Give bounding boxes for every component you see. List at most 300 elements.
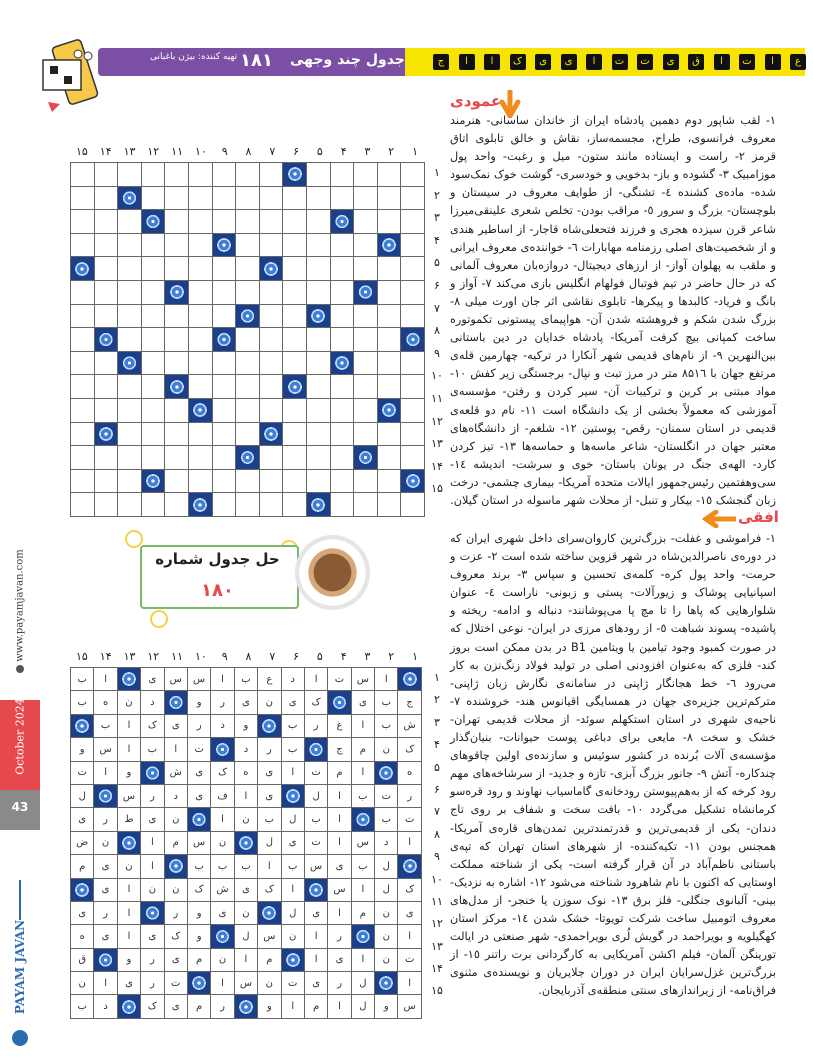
flower-icon — [240, 450, 256, 466]
block-cell — [281, 948, 304, 971]
solution-column-numbers — [70, 650, 427, 663]
grid-cell — [306, 163, 330, 187]
grid-cell — [94, 210, 118, 234]
block-cell — [234, 995, 257, 1018]
grid-cell — [283, 304, 307, 328]
solution-number: ۱۸۰ — [201, 580, 234, 601]
grid-cell: ی — [304, 901, 327, 924]
grid-cell: م — [258, 948, 281, 971]
block-cell — [211, 925, 234, 948]
grid-cell — [188, 375, 212, 399]
flower-icon — [405, 332, 421, 348]
block-cell — [187, 972, 210, 995]
grid-cell — [188, 210, 212, 234]
pencil-mascot-icon — [38, 32, 108, 117]
grid-cell: ن — [281, 925, 304, 948]
grid-cell — [165, 493, 189, 517]
grid-cell — [118, 422, 142, 446]
grid-row — [71, 493, 425, 517]
grid-cell — [141, 493, 165, 517]
flower-icon — [74, 718, 90, 734]
flower-icon — [287, 379, 303, 395]
block-cell — [94, 784, 117, 807]
grid-cell: ی — [164, 948, 187, 971]
grid-cell — [236, 493, 260, 517]
flower-icon — [122, 190, 138, 206]
letter-box: ع — [790, 54, 806, 70]
grid-cell — [354, 351, 378, 375]
block-cell — [283, 163, 307, 187]
grid-cell: م — [351, 738, 374, 761]
grid-cell: ی — [94, 878, 117, 901]
column-number: ۱۴ — [99, 145, 112, 158]
grid-cell — [330, 375, 354, 399]
brand-logo-icon — [12, 1030, 28, 1046]
grid-cell: ی — [328, 948, 351, 971]
grid-cell: ش — [211, 878, 234, 901]
grid-cell: ی — [141, 668, 164, 691]
grid-cell: ر — [164, 901, 187, 924]
grid-cell — [306, 398, 330, 422]
grid-row — [71, 446, 425, 470]
grid-cell: ب — [375, 714, 398, 737]
grid-cell: ض — [71, 831, 94, 854]
grid-cell — [212, 257, 236, 281]
grid-cell — [283, 233, 307, 257]
block-cell — [212, 233, 236, 257]
grid-cell: ن — [211, 948, 234, 971]
grid-cell — [141, 375, 165, 399]
grid-cell — [141, 328, 165, 352]
block-cell — [401, 469, 425, 493]
issue-number: ۱۸۱ — [240, 50, 273, 71]
grid-cell — [212, 398, 236, 422]
grid-cell: ل — [351, 972, 374, 995]
horizontal-clues-title: افقی — [738, 508, 779, 526]
flower-icon — [191, 812, 207, 828]
grid-cell: ت — [71, 761, 94, 784]
grid-cell — [94, 257, 118, 281]
grid-cell — [354, 304, 378, 328]
divider-line — [19, 880, 21, 920]
grid-cell: س — [187, 668, 210, 691]
grid-cell: ر — [141, 784, 164, 807]
grid-cell — [141, 304, 165, 328]
grid-cell — [94, 375, 118, 399]
page-title: جدول چند وجهی — [290, 52, 405, 68]
grid-cell: د — [281, 668, 304, 691]
grid-cell — [306, 210, 330, 234]
grid-cell — [118, 304, 142, 328]
grid-cell: د — [375, 831, 398, 854]
flower-icon — [405, 473, 421, 489]
header-credit: تهیه کننده: بیژن باغبانی — [150, 52, 238, 62]
grid-cell: ب — [375, 808, 398, 831]
grid-cell: ی — [328, 855, 351, 878]
grid-cell — [236, 328, 260, 352]
block-cell — [304, 878, 327, 901]
grid-cell: د — [234, 738, 257, 761]
column-number: ۶ — [293, 650, 300, 663]
flower-icon — [334, 355, 350, 371]
grid-cell: ا — [211, 808, 234, 831]
grid-cell — [377, 469, 401, 493]
grid-cell — [94, 233, 118, 257]
block-cell — [259, 257, 283, 281]
block-cell — [71, 257, 95, 281]
grid-cell: ر — [211, 995, 234, 1018]
grid-cell — [236, 163, 260, 187]
grid-cell: ا — [117, 738, 140, 761]
grid-row — [71, 163, 425, 187]
flower-icon — [358, 450, 374, 466]
grid-cell — [377, 186, 401, 210]
grid-row — [71, 784, 422, 807]
letter-box: ی — [561, 54, 577, 70]
grid-cell: ن — [234, 901, 257, 924]
grid-cell — [212, 446, 236, 470]
grid-cell: و — [258, 995, 281, 1018]
grid-cell: ن — [164, 808, 187, 831]
grid-cell: ی — [187, 784, 210, 807]
flower-icon — [98, 332, 114, 348]
flower-icon — [381, 402, 397, 418]
grid-cell — [306, 422, 330, 446]
column-number: ۵ — [316, 145, 323, 158]
grid-cell: ب — [187, 855, 210, 878]
website-url: www.payamjavan.com — [14, 549, 26, 662]
grid-cell: ت — [398, 808, 421, 831]
sidebar-background — [0, 0, 40, 470]
grid-cell: ت — [398, 948, 421, 971]
grid-cell — [259, 210, 283, 234]
grid-cell — [306, 469, 330, 493]
grid-cell: ن — [375, 948, 398, 971]
grid-cell: ب — [71, 691, 94, 714]
flower-icon — [145, 765, 161, 781]
grid-cell: ب — [351, 784, 374, 807]
flower-icon — [121, 835, 137, 851]
grid-cell — [377, 304, 401, 328]
grid-cell: ا — [281, 995, 304, 1018]
grid-cell: ی — [351, 691, 374, 714]
grid-cell — [259, 398, 283, 422]
block-cell — [188, 398, 212, 422]
grid-row — [71, 280, 425, 304]
block-cell — [401, 328, 425, 352]
grid-cell — [330, 233, 354, 257]
grid-row — [71, 948, 422, 971]
column-number: ۹ — [221, 145, 228, 158]
block-cell — [94, 328, 118, 352]
grid-cell — [141, 446, 165, 470]
grid-cell — [354, 210, 378, 234]
grid-cell: س — [234, 972, 257, 995]
grid-cell: غ — [328, 714, 351, 737]
solution-row-numbers — [427, 667, 447, 1003]
grid-cell: م — [304, 995, 327, 1018]
block-cell — [165, 375, 189, 399]
grid-cell: ر — [211, 691, 234, 714]
grid-cell: م — [187, 948, 210, 971]
block-cell — [141, 210, 165, 234]
grid-cell: و — [187, 901, 210, 924]
grid-cell: س — [117, 784, 140, 807]
grid-cell: ک — [304, 691, 327, 714]
flower-icon — [308, 742, 324, 758]
grid-cell — [306, 446, 330, 470]
grid-cell — [94, 446, 118, 470]
block-cell — [328, 691, 351, 714]
grid-cell: ت — [375, 784, 398, 807]
grid-cell — [283, 186, 307, 210]
grid-cell — [283, 422, 307, 446]
grid-cell — [236, 257, 260, 281]
grid-cell: ر — [141, 972, 164, 995]
row-number: ۴ — [434, 233, 440, 247]
grid-cell: ا — [304, 668, 327, 691]
grid-cell: ا — [211, 668, 234, 691]
block-cell — [94, 948, 117, 971]
grid-cell — [188, 446, 212, 470]
block-cell — [377, 233, 401, 257]
grid-cell: س — [304, 855, 327, 878]
block-cell — [330, 351, 354, 375]
column-number: ۱ — [412, 145, 419, 158]
grid-row — [71, 972, 422, 995]
grid-cell — [330, 469, 354, 493]
grid-row — [71, 304, 425, 328]
block-cell — [330, 210, 354, 234]
grid-cell — [188, 233, 212, 257]
grid-cell — [259, 446, 283, 470]
column-number: ۱ — [412, 650, 419, 663]
grid-cell: ل — [281, 901, 304, 924]
block-cell — [283, 375, 307, 399]
grid-cell — [283, 469, 307, 493]
block-cell — [234, 831, 257, 854]
block-cell — [141, 901, 164, 924]
grid-cell: ن — [94, 831, 117, 854]
grid-cell: س — [164, 668, 187, 691]
flower-icon — [168, 858, 184, 874]
grid-cell: و — [117, 761, 140, 784]
block-cell — [375, 761, 398, 784]
grid-cell: س — [351, 831, 374, 854]
grid-cell: ب — [351, 855, 374, 878]
grid-cell: ی — [71, 808, 94, 831]
grid-cell: ن — [71, 972, 94, 995]
grid-cell — [188, 351, 212, 375]
grid-cell: س — [351, 668, 374, 691]
grid-cell: ر — [304, 714, 327, 737]
block-cell — [354, 446, 378, 470]
grid-cell: ا — [258, 855, 281, 878]
column-number: ۷ — [269, 145, 276, 158]
block-cell — [118, 351, 142, 375]
block-cell — [281, 784, 304, 807]
block-cell — [375, 972, 398, 995]
grid-cell — [71, 233, 95, 257]
column-number: ۳ — [364, 650, 371, 663]
grid-cell: ک — [164, 925, 187, 948]
flower-icon — [74, 882, 90, 898]
grid-cell: س — [328, 878, 351, 901]
grid-cell: ا — [328, 995, 351, 1018]
grid-cell — [94, 493, 118, 517]
grid-cell — [118, 493, 142, 517]
grid-cell: ن — [375, 738, 398, 761]
grid-cell — [212, 493, 236, 517]
grid-cell — [141, 398, 165, 422]
grid-cell: ا — [328, 784, 351, 807]
grid-cell: ا — [351, 878, 374, 901]
grid-cell — [377, 328, 401, 352]
grid-cell: ی — [94, 925, 117, 948]
grid-cell: و — [71, 738, 94, 761]
grid-cell: ش — [398, 714, 421, 737]
sidebar — [0, 0, 40, 1063]
grid-cell — [236, 398, 260, 422]
grid-cell — [165, 398, 189, 422]
grid-cell: ی — [164, 995, 187, 1018]
block-cell — [211, 738, 234, 761]
block-cell — [164, 691, 187, 714]
column-number: ۸ — [245, 145, 252, 158]
grid-cell — [71, 328, 95, 352]
grid-cell — [401, 210, 425, 234]
grid-cell — [283, 210, 307, 234]
grid-cell — [118, 328, 142, 352]
grid-cell: ا — [398, 925, 421, 948]
grid-cell — [259, 280, 283, 304]
grid-cell: ل — [71, 784, 94, 807]
coffee-cup-icon — [295, 535, 370, 610]
flower-icon — [98, 788, 114, 804]
flower-icon — [308, 882, 324, 898]
row-number: ۳ — [434, 715, 440, 729]
grid-cell: ع — [258, 668, 281, 691]
grid-cell: ه — [398, 761, 421, 784]
grid-cell: م — [164, 831, 187, 854]
grid-cell — [71, 398, 95, 422]
row-number: ۱۲ — [431, 917, 443, 931]
grid-cell: س — [187, 831, 210, 854]
grid-row — [71, 855, 422, 878]
row-number: ۱۰ — [431, 872, 443, 886]
grid-cell — [165, 210, 189, 234]
horizontal-clues-text: ۱- فراموشی و غفلت- بزرگ‌ترین کاروان‌سرای داخل شهری ایران که در دوره‌ی ناصرالدین‌شاه در شهر قزوین ساخته شده است ۲- عزت و حرمت- واحد پول کره- کلمه‌ی تحسین و سپاس ۳- برند معروف اسپانیایی پوشاک و زیورآلات- پستی و زبونی- ناراست ٤- عنوان شلوارهایی که پاها را تا مچ پا می‌پوشانند- دنباله و ادامه- ریخته و پاشیده- پسوند شباهت ٥- از رودهای مرزی در ایران- نوعی اختلال که در صورت کمبود وجود تیامین یا ویتامین B1 در بدن ممکن است بروز کند- فلزی که به‌عنوان افزودنی اصلی در تولید فولاد زنگ‌نزن به کار می‌رود ٦- خط هجانگار ژاپنی در سامانه‌ی نگارش زبان ژاپنی- مترکم‌ترین جزیره‌ی جهان در همسایگی اقیانوس هند- خروشنده ۷- ناحیه‌ی شهری در استان استکهلم سوئد- از محلات قدیمی تهران- خشک و سخت ۸- مایعی برای دباغی پوست حیوانات- بنیان‌گذار مؤسسه‌ی آلات بُرنده در کشور سوئیس و سازنده‌ی اولین چاقوهای چندکاره- آتش ۹- جانور بزرگ آبزی- تازه و جدید- از سرشاخه‌های مهم رود کرخه که از به‌هم‌پیوستن رودخانه‌ی گاماسیاب نهاوند و رود قره‌سو کرمانشاه تشکیل می‌گردد ۱۰- بافت سخت و شفاف بر روی تاج دندان- یکی از قدیمی‌ترین و قدرتمندترین تمدن‌های قاره‌ی آمریکا- همجنس بودن ۱۱- تکیه‌کننده- از شهرهای استان تهران که تپه‌ی باستانی ناظم‌آباد در آن قرار گرفته است- یکی از شناخته مملکت اوستایی که اکنون با نام شاهرود شناخته می‌شود ۱۲- اشاره به نزدیک- بینی- آلبانوی جنگلی- فلز برق ۱۳- نوک سوزن یا خنجر- از مدل‌های معروف اتومبیل ساخت شرکت تویوتا- خشک شدن ۱٤- مرکز استان کهگیلویه و بویراحمد در گویش لُری بویراحمدی- شهر صنعتی در ایالت تورینگن آلمان- فیلم اکشن آمریکایی به کارگردانی برت راتنر ۱٥- از بزرگ‌ترین غزل‌سرایان ایران در دوران جلایریان و نویسنده‌ی مثنوی فراق‌نامه- از زیرانداز‌های سنتی منطقه‌ی آذربایجان. — [450, 532, 777, 998]
grid-row — [71, 878, 422, 901]
grid-cell — [306, 280, 330, 304]
grid-cell — [306, 186, 330, 210]
flower-icon — [145, 905, 161, 921]
flower-icon — [355, 812, 371, 828]
grid-cell: س — [258, 925, 281, 948]
grid-cell — [94, 304, 118, 328]
letter-box: ی — [663, 54, 679, 70]
row-number: ۹ — [434, 850, 440, 864]
grid-cell: ن — [258, 972, 281, 995]
grid-row — [71, 691, 422, 714]
grid-row — [71, 257, 425, 281]
row-number: ۱ — [434, 671, 440, 684]
grid-cell: ه — [234, 761, 257, 784]
grid-cell: ی — [281, 831, 304, 854]
grid-cell — [354, 163, 378, 187]
grid-cell — [354, 398, 378, 422]
row-number: ۱۴ — [431, 459, 443, 473]
row-number: ۱۱ — [431, 894, 443, 908]
column-number: ۱۱ — [171, 650, 183, 663]
grid-cell — [165, 304, 189, 328]
grid-row — [71, 422, 425, 446]
block-cell — [306, 493, 330, 517]
grid-cell: ن — [117, 691, 140, 714]
column-number: ۷ — [269, 650, 276, 663]
grid-cell: ر — [187, 714, 210, 737]
grid-cell — [236, 351, 260, 375]
grid-row — [71, 831, 422, 854]
grid-cell — [283, 280, 307, 304]
grid-cell: ه — [94, 691, 117, 714]
grid-cell: د — [211, 714, 234, 737]
grid-cell — [212, 163, 236, 187]
grid-cell — [330, 186, 354, 210]
grid-cell — [401, 375, 425, 399]
grid-cell — [212, 304, 236, 328]
grid-cell — [306, 351, 330, 375]
flower-icon — [122, 355, 138, 371]
grid-cell: ک — [398, 878, 421, 901]
grid-cell: ی — [234, 691, 257, 714]
row-number: ۱۵ — [431, 482, 443, 496]
grid-row — [71, 210, 425, 234]
grid-cell: و — [187, 691, 210, 714]
flower-icon — [98, 426, 114, 442]
grid-cell: ا — [351, 714, 374, 737]
grid-cell — [188, 304, 212, 328]
grid-cell — [377, 163, 401, 187]
grid-cell — [259, 304, 283, 328]
grid-cell — [401, 446, 425, 470]
vertical-clues-title: عمودی — [450, 92, 502, 110]
grid-cell: ک — [258, 878, 281, 901]
grid-cell: ا — [94, 972, 117, 995]
letter-box: ی — [535, 54, 551, 70]
column-number: ۱۲ — [147, 145, 160, 158]
grid-cell — [330, 304, 354, 328]
row-number: ۹ — [434, 346, 440, 360]
flower-icon — [215, 929, 231, 945]
grid-cell — [212, 422, 236, 446]
grid-cell: ی — [141, 925, 164, 948]
grid-cell — [236, 186, 260, 210]
grid-cell: ا — [398, 831, 421, 854]
grid-cell — [401, 351, 425, 375]
row-number: ۴ — [434, 738, 440, 752]
grid-cell — [401, 233, 425, 257]
block-cell — [258, 901, 281, 924]
row-number: ۶ — [434, 782, 440, 796]
row-number: ۱۴ — [431, 962, 443, 976]
flower-icon — [358, 284, 374, 300]
grid-cell: ی — [117, 972, 140, 995]
grid-cell — [236, 280, 260, 304]
row-number: ۷ — [434, 805, 440, 819]
grid-cell: ر — [141, 948, 164, 971]
grid-cell: ک — [398, 738, 421, 761]
